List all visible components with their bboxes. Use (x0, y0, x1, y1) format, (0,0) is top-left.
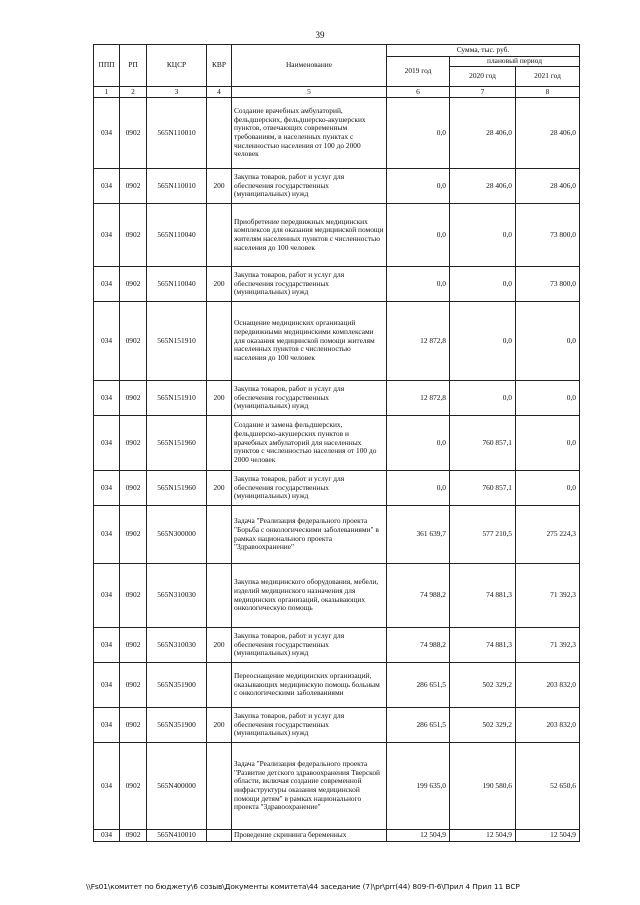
cell-kvr: 200 (207, 169, 232, 204)
cell-2021: 12 504,9 (516, 830, 580, 842)
cell-2020: 74 881,3 (450, 564, 516, 628)
header-planned-period: плановый период (450, 57, 580, 67)
cell-rp: 0902 (120, 564, 147, 628)
cell-2019: 199 635,0 (387, 743, 450, 830)
cell-2020: 12 504,9 (450, 830, 516, 842)
cell-ppp: 034 (94, 663, 120, 708)
col-number-2: 2 (120, 87, 147, 98)
cell-name: Переоснащение медицинских организаций, оказывающих медицинскую помощь больным с онкологическими заболеваниями (232, 663, 387, 708)
cell-2019: 74 988,2 (387, 628, 450, 663)
table-row (94, 416, 580, 471)
cell-ppp: 034 (94, 830, 120, 842)
cell-2019: 0,0 (387, 471, 450, 506)
cell-2021: 71 392,3 (516, 628, 580, 663)
header-name: Наименование (232, 45, 387, 87)
cell-kvr (207, 830, 232, 842)
col-number-5: 5 (232, 87, 387, 98)
cell-rp: 0902 (120, 663, 147, 708)
cell-kcsr: 565N151960 (147, 471, 207, 506)
cell-2021: 28 406,0 (516, 169, 580, 204)
cell-2019: 0,0 (387, 416, 450, 471)
table-row (94, 663, 580, 708)
cell-2020: 0,0 (450, 381, 516, 416)
cell-kcsr: 565N351900 (147, 708, 207, 743)
cell-kvr: 200 (207, 708, 232, 743)
cell-2021: 0,0 (516, 471, 580, 506)
cell-2021: 275 224,3 (516, 506, 580, 564)
cell-kvr (207, 743, 232, 830)
cell-kcsr: 565N310030 (147, 628, 207, 663)
cell-ppp: 034 (94, 302, 120, 381)
cell-2019: 0,0 (387, 98, 450, 169)
cell-2021: 203 832,0 (516, 663, 580, 708)
cell-kcsr: 565N110010 (147, 98, 207, 169)
cell-ppp: 034 (94, 267, 120, 302)
cell-kcsr: 565N351900 (147, 663, 207, 708)
table-row (94, 506, 580, 564)
cell-2021: 0,0 (516, 381, 580, 416)
cell-kcsr: 565N151910 (147, 381, 207, 416)
cell-kcsr: 565N110040 (147, 204, 207, 267)
cell-name: Задача "Реализация федерального проекта "Борьба с онкологическими заболеваниями" в рамках национального проекта "Здравоохранение" (232, 506, 387, 564)
cell-2019: 0,0 (387, 169, 450, 204)
cell-name: Закупка товаров, работ и услуг для обеспечения государственных (муниципальных) нужд (232, 169, 387, 204)
cell-kvr: 200 (207, 381, 232, 416)
cell-rp: 0902 (120, 830, 147, 842)
cell-name: Оснащение медицинских организаций передвижными медицинскими комплексами для оказания медицинской помощи жителям населенных пунктов с численностью населения до 100 человек (232, 302, 387, 381)
cell-2020: 760 857,1 (450, 471, 516, 506)
cell-2021: 71 392,3 (516, 564, 580, 628)
cell-2019: 12 504,9 (387, 830, 450, 842)
cell-2020: 28 406,0 (450, 169, 516, 204)
cell-2020: 0,0 (450, 204, 516, 267)
cell-kcsr: 565N151960 (147, 416, 207, 471)
cell-2019: 74 988,2 (387, 564, 450, 628)
cell-2020: 577 210,5 (450, 506, 516, 564)
cell-2019: 286 651,5 (387, 708, 450, 743)
col-number-3: 3 (147, 87, 207, 98)
header-year-2019: 2019 год (387, 57, 450, 87)
cell-rp: 0902 (120, 708, 147, 743)
cell-rp: 0902 (120, 267, 147, 302)
cell-2019: 12 872,8 (387, 302, 450, 381)
cell-kvr: 200 (207, 628, 232, 663)
cell-name: Закупка товаров, работ и услуг для обеспечения государственных (муниципальных) нужд (232, 267, 387, 302)
cell-name: Создание врачебных амбулаторий, фельдшерских, фельдшерско-акушерских пунктов, отвечающих современным требованиям, в населенных пунктах с численностью населения от 100 до 2000 человек (232, 98, 387, 169)
cell-ppp: 034 (94, 416, 120, 471)
cell-rp: 0902 (120, 506, 147, 564)
cell-kvr: 200 (207, 267, 232, 302)
cell-ppp: 034 (94, 743, 120, 830)
col-number-7: 7 (450, 87, 516, 98)
cell-2021: 0,0 (516, 302, 580, 381)
table-row (94, 98, 580, 169)
header-kvr: КВР (207, 45, 232, 87)
cell-2019: 361 639,7 (387, 506, 450, 564)
cell-ppp: 034 (94, 471, 120, 506)
cell-rp: 0902 (120, 416, 147, 471)
cell-rp: 0902 (120, 743, 147, 830)
cell-kcsr: 565N410010 (147, 830, 207, 842)
table-row (94, 743, 580, 830)
cell-ppp: 034 (94, 381, 120, 416)
cell-ppp: 034 (94, 708, 120, 743)
header-year-2021: 2021 год (516, 67, 580, 87)
cell-ppp: 034 (94, 98, 120, 169)
cell-kcsr: 565N151910 (147, 302, 207, 381)
col-number-6: 6 (387, 87, 450, 98)
cell-ppp: 034 (94, 628, 120, 663)
cell-2021: 73 800,0 (516, 204, 580, 267)
cell-kcsr: 565N310030 (147, 564, 207, 628)
footer-file-path: \\Fs01\комитет по бюджету\6 созыв\Документы комитета\44 заседание (7)\pr\prr(44) 809-П-6\Прил 4 Прил 11 ВСР (86, 882, 520, 891)
cell-2020: 760 857,1 (450, 416, 516, 471)
cell-rp: 0902 (120, 381, 147, 416)
cell-kvr (207, 416, 232, 471)
cell-name: Закупка товаров, работ и услуг для обеспечения государственных (муниципальных) нужд (232, 628, 387, 663)
cell-rp: 0902 (120, 204, 147, 267)
cell-kvr (207, 506, 232, 564)
col-number-4: 4 (207, 87, 232, 98)
header-sum: Сумма, тыс. руб. (387, 45, 580, 57)
cell-rp: 0902 (120, 169, 147, 204)
col-number-8: 8 (516, 87, 580, 98)
budget-table (93, 44, 580, 842)
header-kcsr: КЦСР (147, 45, 207, 87)
cell-2021: 73 800,0 (516, 267, 580, 302)
cell-name: Задача "Реализация федерального проекта "Развитие детского здравоохранения Тверской области, включая создание современной инфраструктуры оказания медицинской помощи детям" в рамках национального проекта "Здравоохранение" (232, 743, 387, 830)
table-row (94, 204, 580, 267)
cell-2020: 502 329,2 (450, 708, 516, 743)
cell-2020: 502 329,2 (450, 663, 516, 708)
cell-name: Закупка медицинского оборудования, мебели, изделий медицинского назначения для медицинских организаций, оказывающих онкологическую помощь (232, 564, 387, 628)
table-row (94, 169, 580, 204)
cell-2020: 28 406,0 (450, 98, 516, 169)
col-number-1: 1 (94, 87, 120, 98)
cell-2019: 12 872,8 (387, 381, 450, 416)
header-rp: РП (120, 45, 147, 87)
cell-rp: 0902 (120, 628, 147, 663)
cell-2020: 0,0 (450, 302, 516, 381)
table-row (94, 267, 580, 302)
cell-2020: 74 881,3 (450, 628, 516, 663)
table-row (94, 471, 580, 506)
cell-2021: 52 650,6 (516, 743, 580, 830)
table-row (94, 302, 580, 381)
cell-2020: 0,0 (450, 267, 516, 302)
cell-rp: 0902 (120, 302, 147, 381)
cell-2019: 0,0 (387, 267, 450, 302)
cell-kcsr: 565N110040 (147, 267, 207, 302)
cell-rp: 0902 (120, 471, 147, 506)
cell-rp: 0902 (120, 98, 147, 169)
cell-2021: 203 832,0 (516, 708, 580, 743)
table-row (94, 628, 580, 663)
cell-2019: 286 651,5 (387, 663, 450, 708)
cell-ppp: 034 (94, 506, 120, 564)
cell-kvr (207, 302, 232, 381)
cell-name: Закупка товаров, работ и услуг для обеспечения государственных (муниципальных) нужд (232, 471, 387, 506)
page-number: 39 (315, 30, 325, 40)
cell-2021: 0,0 (516, 416, 580, 471)
header-ppp: ППП (94, 45, 120, 87)
cell-name: Приобретение передвижных медицинских комплексов для оказания медицинской помощи жителям населенных пунктов с численностью населения до 100 человек (232, 204, 387, 267)
cell-kvr (207, 564, 232, 628)
cell-name: Закупка товаров, работ и услуг для обеспечения государственных (муниципальных) нужд (232, 381, 387, 416)
table-row (94, 381, 580, 416)
cell-ppp: 034 (94, 204, 120, 267)
cell-name: Создание и замена фельдшерских, фельдшерско-акушерских пунктов и врачебных амбулаторий для населенных пунктов с численностью населения от 100 до 2000 человек (232, 416, 387, 471)
cell-name: Закупка товаров, работ и услуг для обеспечения государственных (муниципальных) нужд (232, 708, 387, 743)
cell-ppp: 034 (94, 169, 120, 204)
table-row (94, 830, 580, 842)
table-row (94, 564, 580, 628)
cell-kcsr: 565N400000 (147, 743, 207, 830)
cell-ppp: 034 (94, 564, 120, 628)
cell-name: Проведение скрининга беременных (232, 830, 387, 842)
cell-kvr (207, 204, 232, 267)
cell-2020: 190 580,6 (450, 743, 516, 830)
cell-kvr (207, 663, 232, 708)
cell-2021: 28 406,0 (516, 98, 580, 169)
cell-kcsr: 565N300000 (147, 506, 207, 564)
cell-2019: 0,0 (387, 204, 450, 267)
cell-kvr (207, 98, 232, 169)
cell-kvr: 200 (207, 471, 232, 506)
cell-kcsr: 565N110010 (147, 169, 207, 204)
header-year-2020: 2020 год (450, 67, 516, 87)
table-row (94, 708, 580, 743)
